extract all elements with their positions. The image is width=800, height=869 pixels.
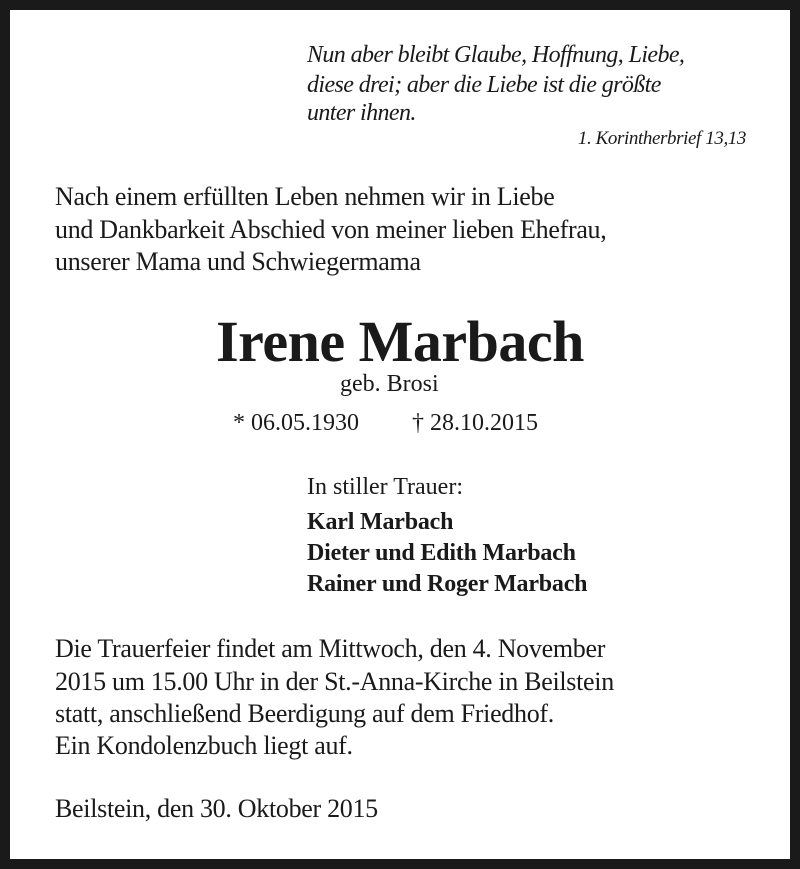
intro-line: und Dankbarkeit Abschied von meiner lieben Ehefrau, [55,215,607,244]
birth-date: * 06.05.1930 [233,410,359,436]
death-date: † 28.10.2015 [412,410,538,436]
mourner-name: Karl Marbach [307,509,454,535]
intro-line: Nach einem erfüllten Leben nehmen wir in Liebe [55,182,555,211]
service-line: Die Trauerfeier findet am Mittwoch, den 4. November [55,634,606,663]
mourner-name: Dieter und Edith Marbach [307,540,576,566]
intro-line: unserer Mama und Schwiegermama [55,247,421,276]
service-line: statt, anschließend Beerdigung auf dem Friedhof. [55,699,554,728]
quote-line: diese drei; aber die Liebe ist die größte [307,72,661,98]
service-line: Ein Kondolenzbuch liegt auf. [55,731,353,760]
deceased-name: Irene Marbach [216,309,584,374]
place-date: Beilstein, den 30. Oktober 2015 [55,794,378,823]
mourners-heading: In stiller Trauer: [307,474,463,500]
service-line: 2015 um 15.00 Uhr in der St.-Anna-Kirche in Beilstein [55,667,614,696]
quote-line: Nun aber bleibt Glaube, Hoffnung, Liebe, [307,42,685,68]
quote-line: unter ihnen. [307,100,416,126]
maiden-name: geb. Brosi [340,371,439,397]
quote-reference: 1. Korintherbrief 13,13 [577,128,746,149]
obituary-notice [10,10,790,859]
mourner-name: Rainer und Roger Marbach [307,571,588,597]
